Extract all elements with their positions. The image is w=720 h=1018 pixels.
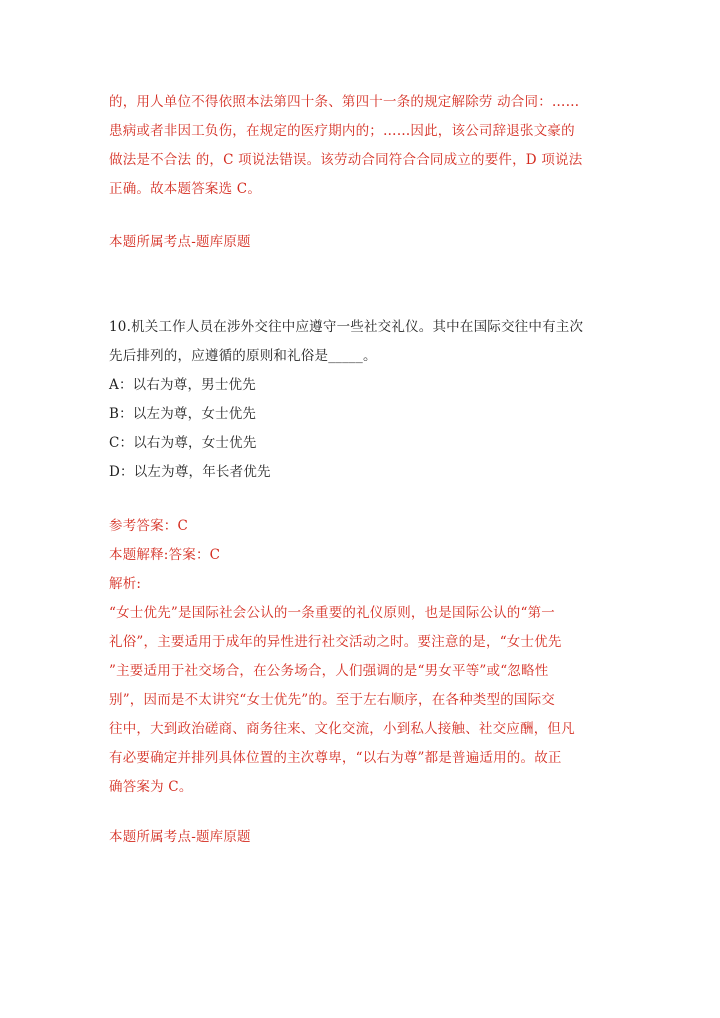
explanation-line: 的，用人单位不得依照本法第四十条、第四十一条的规定解除劳 动合同：…… <box>109 94 580 110</box>
source-note: 本题所属考点-题库原题 <box>109 234 251 250</box>
explanation-line: 患病或者非因工负伤，在规定的医疗期内的；……因此，该公司辞退张文豪的 <box>109 123 575 139</box>
analysis-line: “女士优先”是国际社会公认的一条重要的礼仪原则，也是国际公认的“第一 <box>109 605 556 621</box>
explanation-header: 本题解释:答案：C <box>109 547 221 563</box>
reference-answer: 参考答案：C <box>109 518 189 534</box>
option-b: B：以左为尊，女士优先 <box>109 406 257 422</box>
analysis-line: 别”，因而是不太讲究“女士优先”的。至于左右顺序，在各种类型的国际交 <box>109 692 556 708</box>
option-a: A：以右为尊，男士优先 <box>109 377 256 393</box>
previous-source-note <box>109 228 619 257</box>
analysis-line: ”主要适用于社交场合，在公务场合，人们强调的是“男女平等”或“忽略性 <box>109 663 549 679</box>
question-stem-line: 10.机关工作人员在涉外交往中应遵守一些社交礼仪。其中在国际交往中有主次 <box>109 319 584 335</box>
previous-explanation <box>109 88 619 204</box>
analysis-line: 有必要确定并排列具体位置的主次尊卑，“以右为尊”都是普遍适用的。故正 <box>109 750 562 766</box>
explanation-line: 做法是不合法 的，C 项说法错误。该劳动合同符合合同成立的要件，D 项说法 <box>109 152 583 168</box>
option-d: D：以左为尊，年长者优先 <box>109 464 271 480</box>
question-block <box>109 313 619 487</box>
analysis-label: 解析: <box>109 576 142 592</box>
answer-block <box>109 512 619 802</box>
option-c: C：以右为尊，女士优先 <box>109 435 257 451</box>
explanation-line: 正确。故本题答案选 C。 <box>109 181 262 197</box>
analysis-line: 礼俗”，主要适用于成年的异性进行社交活动之时。要注意的是，“女士优先 <box>109 634 562 650</box>
source-note: 本题所属考点-题库原题 <box>109 829 251 845</box>
analysis-line: 往中，大到政治磋商、商务往来、文化交流，小到私人接触、社交应酬，但凡 <box>109 721 575 737</box>
analysis-line: 确答案为 C。 <box>109 779 193 795</box>
source-note-block <box>109 823 619 852</box>
question-stem-line: 先后排列的，应遵循的原则和礼俗是_____。 <box>109 348 377 364</box>
